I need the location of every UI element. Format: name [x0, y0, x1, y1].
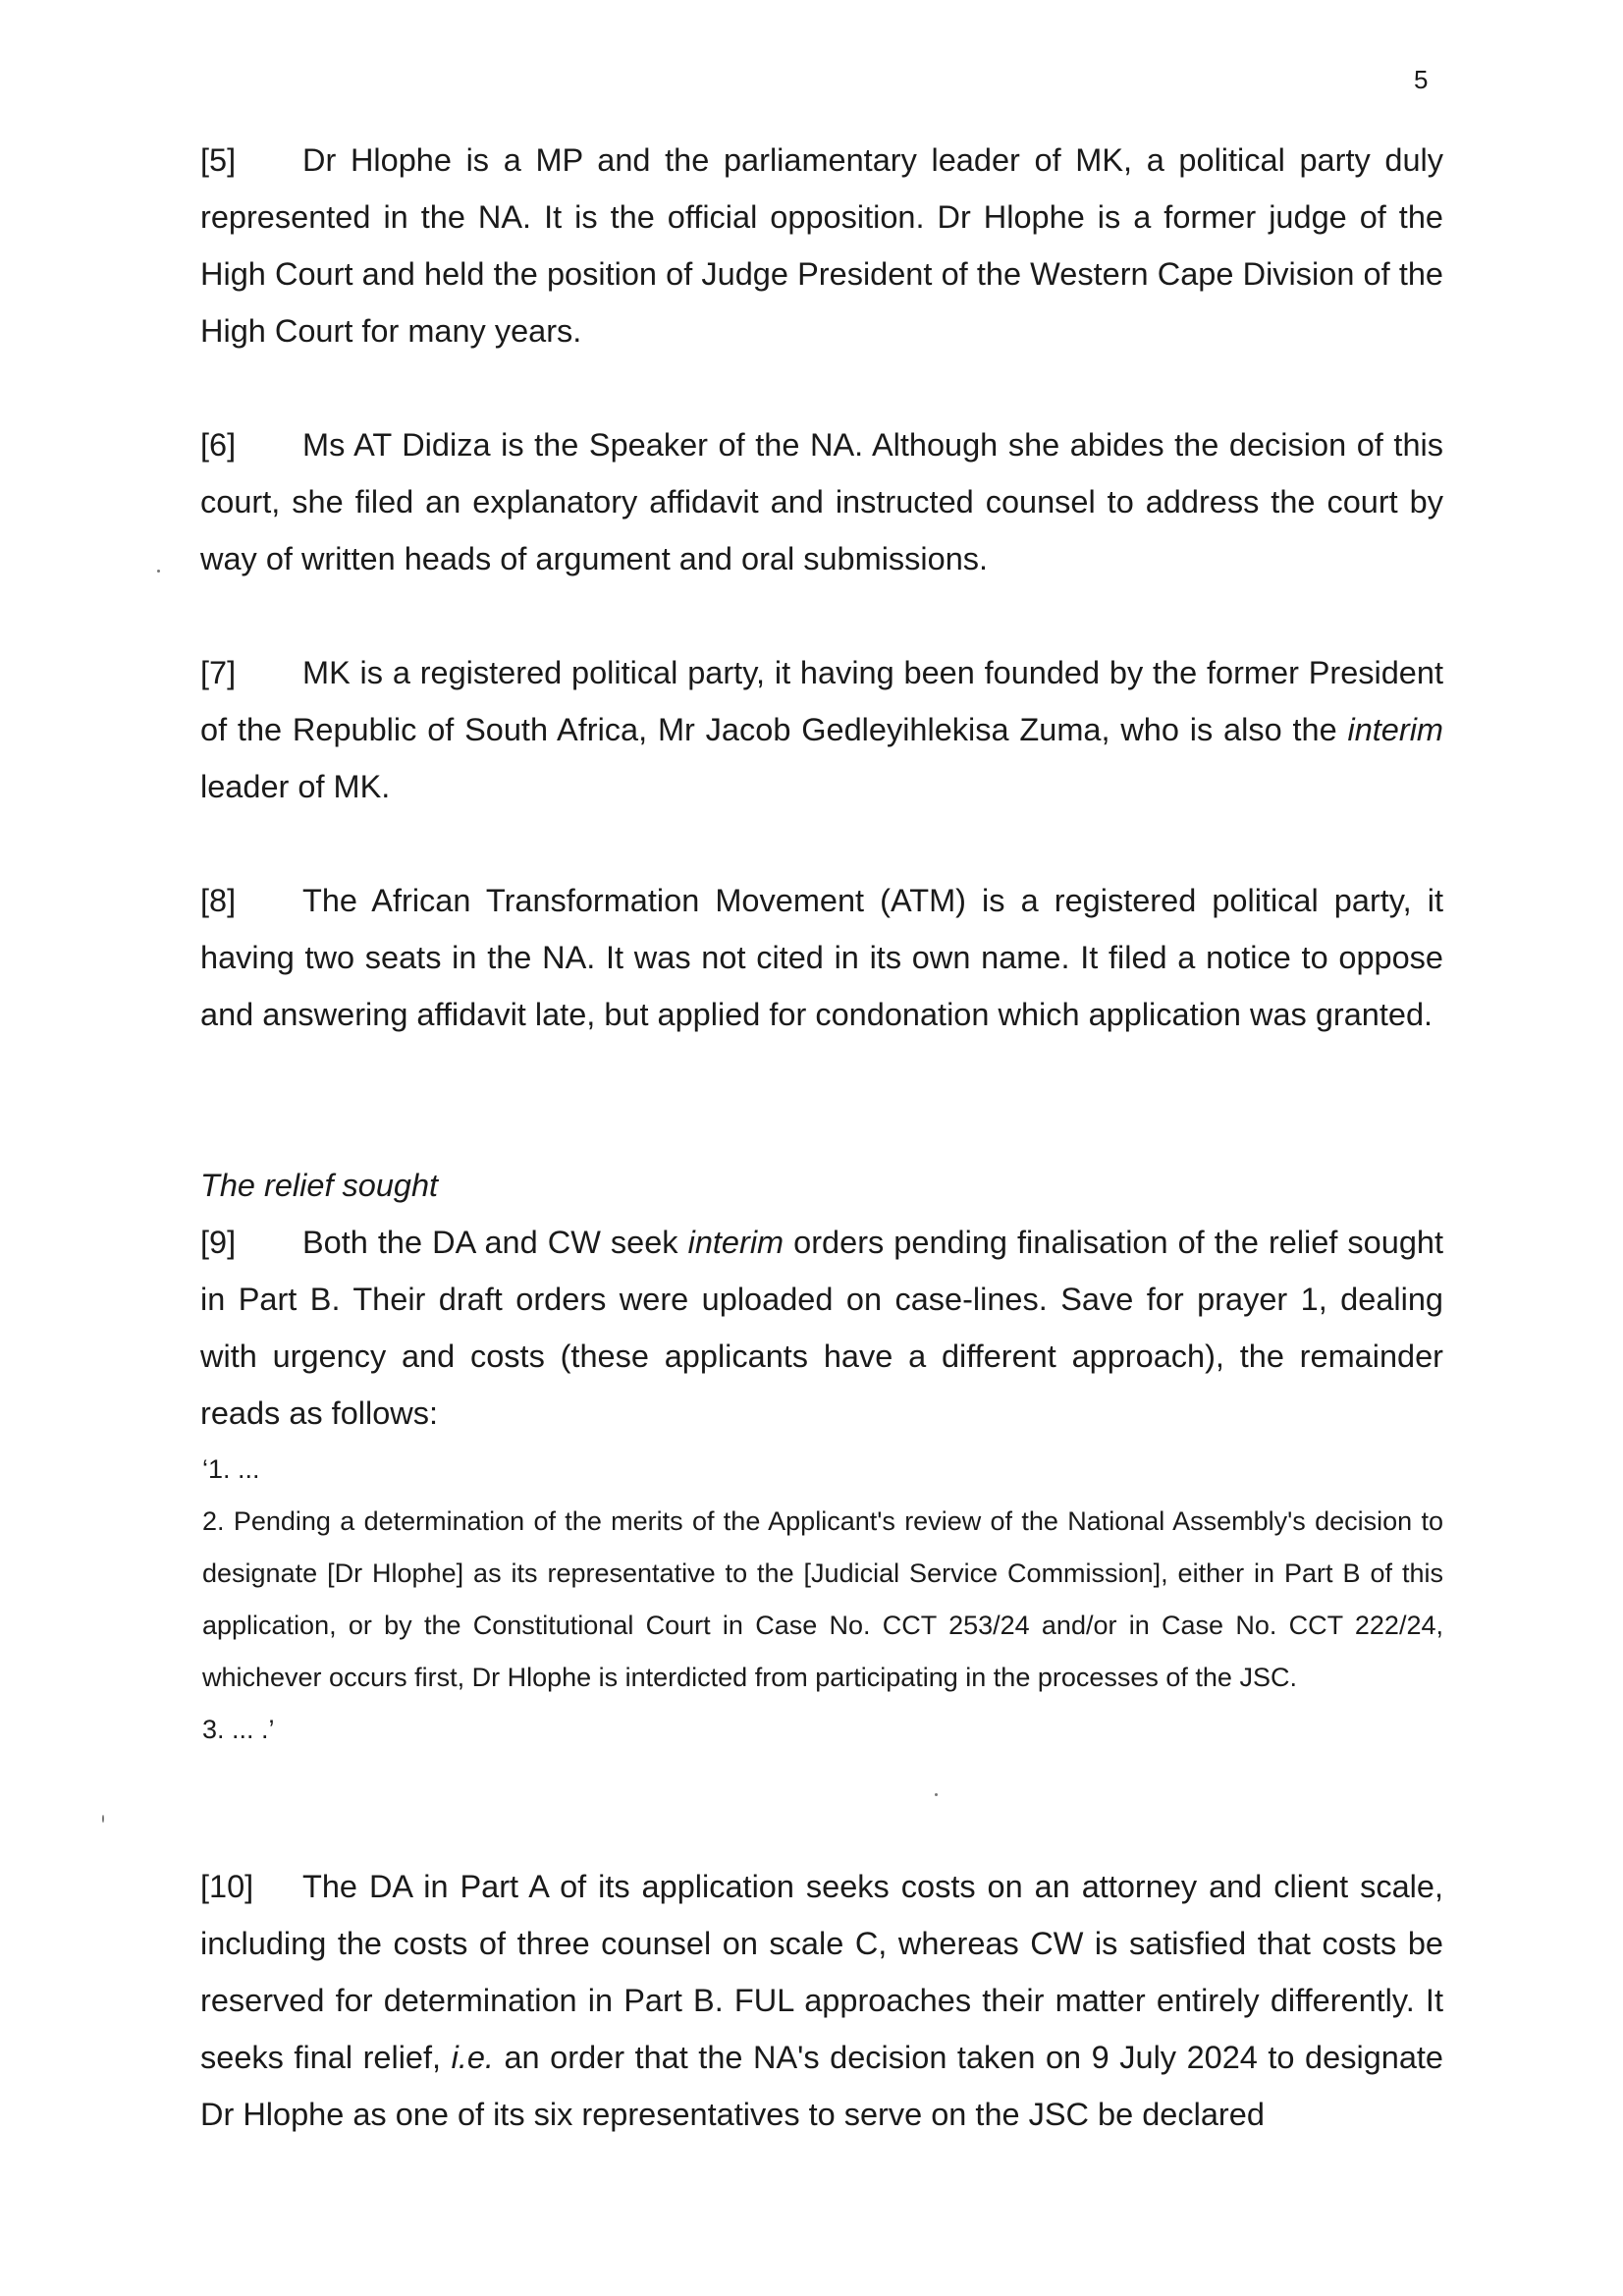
paragraph-text: Both the DA and CW seek: [302, 1225, 688, 1260]
paragraph-text-continued: leader of MK.: [200, 769, 391, 804]
paragraph-5: [200, 132, 1443, 359]
italic-term: i.e.: [451, 2040, 494, 2075]
quote-line-3: 3. ... .’: [202, 1715, 275, 1744]
scan-speck: [935, 1793, 938, 1796]
quoted-order: [202, 1444, 1443, 1756]
section-heading: The relief sought: [200, 1168, 439, 1203]
paragraph-number: [6]: [200, 427, 237, 463]
page-number: 5: [1414, 65, 1429, 94]
paragraph-10: [200, 1858, 1443, 2143]
paragraph-7: [200, 644, 1443, 815]
paragraph-9: [200, 1214, 1443, 1442]
scan-speck: [102, 1815, 104, 1823]
quote-line-1: ‘1. ...: [202, 1454, 260, 1484]
paragraph-text: MK is a registered political party, it having been founded by the former President of the Republic of South Africa, Mr Jacob Gedleyihlekisa Zuma, who is also the: [200, 655, 1443, 747]
paragraph-number: [10]: [200, 1869, 254, 1904]
paragraph-text: The DA in Part A of its application seeks costs on an attorney and client scale, including the costs of three counsel on scale C, whereas CW is satisfied that costs be reserved for determination in Part B. FUL approaches their matter entirely differently. It seeks final relief,: [200, 1869, 1443, 2075]
quote-line-2: 2. Pending a determination of the merits of the Applicant's review of the National Assembly's decision to designate [Dr Hlophe] as its representative to the [Judicial Service Commission], either in Part B of this application, or by the Constitutional Court in Case No. CCT 253/24 and/or in Case No. CCT 222/24, whichever occurs first, Dr Hlophe is interdicted from participating in the processes of the JSC.: [202, 1506, 1443, 1692]
paragraph-text: The African Transformation Movement (ATM) is a registered political party, it having two seats in the NA. It was not cited in its own name. It filed a notice to oppose and answering affidavit late, but applied for condonation which application was granted.: [200, 883, 1443, 1032]
paragraph-text: Ms AT Didiza is the Speaker of the NA. Although she abides the decision of this court, she filed an explanatory affidavit and instructed counsel to address the court by way of written heads of argument and oral submissions.: [200, 427, 1443, 576]
paragraph-number: [7]: [200, 655, 237, 690]
paragraph-number: [9]: [200, 1225, 237, 1260]
paragraph-text-continued: an order that the NA's decision taken on 9 July 2024 to designate Dr Hlophe as one of its six representatives to serve on the JSC be declared: [200, 2040, 1443, 2132]
paragraph-6: [200, 416, 1443, 587]
italic-term: interim: [1347, 712, 1443, 747]
paragraph-text: Dr Hlophe is a MP and the parliamentary leader of MK, a political party duly represented in the NA. It is the official opposition. Dr Hlophe is a former judge of the High Court and held the position of Judge President of the Western Cape Division of the High Court for many years.: [200, 142, 1443, 349]
italic-term: interim: [687, 1225, 784, 1260]
paragraph-text-continued: orders pending finalisation of the relief sought in Part B. Their draft orders were uploaded on case-lines. Save for prayer 1, dealing with urgency and costs (these applicants have a different approach), the remainder reads as follows:: [200, 1225, 1443, 1431]
scan-speck: [157, 570, 160, 573]
paragraph-number: [5]: [200, 142, 237, 178]
paragraph-number: [8]: [200, 883, 237, 918]
paragraph-8: [200, 872, 1443, 1043]
